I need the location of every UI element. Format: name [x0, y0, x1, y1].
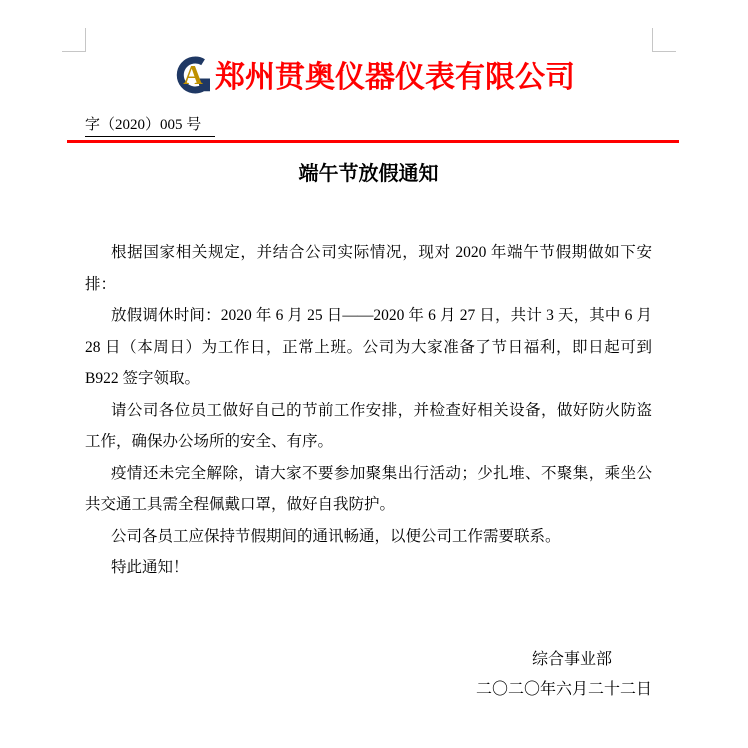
- text-boundary-corner-top-right: [652, 28, 676, 52]
- document-title: 端午节放假通知: [298, 163, 439, 185]
- paragraph-work-arrangement: 请公司各位员工做好自己的节前工作安排，并检查好相关设备，做好防火防盗工作，确保办公场所的安全、有序。: [85, 401, 652, 450]
- signature-block: [85, 645, 652, 705]
- paragraph-intro: 根据国家相关规定，并结合公司实际情况，现对 2020 年端午节假期做如下安排：: [85, 244, 652, 293]
- letterhead: [0, 52, 748, 96]
- company-name: 郑州贯奥仪器仪表有限公司: [215, 61, 575, 94]
- company-logo-icon: [173, 54, 214, 94]
- signature-date: 二〇二〇年六月二十二日: [475, 681, 652, 698]
- doc-number: 字（2020）005 号: [85, 113, 215, 137]
- paragraph-closing: 特此通知！: [111, 559, 189, 576]
- text-boundary-corner-top-left: [62, 28, 86, 52]
- document-body: [85, 237, 652, 584]
- paragraph-contact: 公司各员工应保持节假期间的通讯畅通，以便公司工作需要联系。: [111, 527, 561, 545]
- paragraph-epidemic-notice: 疫情还未完全解除，请大家不要参加聚集出行活动；少扎堆、不聚集，乘坐公共交通工具需全程佩戴口罩，做好自我防护。: [85, 464, 652, 513]
- signature-department: 综合事业部: [531, 651, 612, 668]
- paragraph-holiday-schedule: 放假调休时间：2020 年 6 月 25 日——2020 年 6 月 27 日，共计 3 天，其中 6 月 28 日（本周日）为工作日，正常上班。公司为大家准备了节日福利，即日起可到 B922 签字领取。: [85, 307, 652, 387]
- doc-number-row: [85, 113, 652, 137]
- letterhead-red-rule: [67, 140, 679, 143]
- svg-text:A: A: [183, 60, 203, 90]
